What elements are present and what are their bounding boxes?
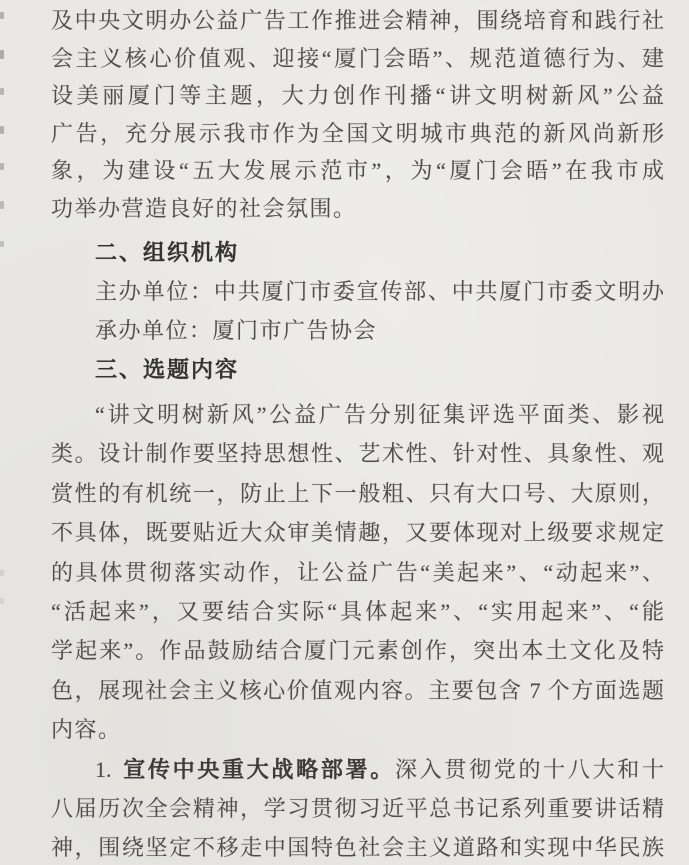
scan-artifact bbox=[0, 126, 4, 134]
text-line: 设美丽厦门等主题，大力创作刊播“讲文明树新风”公益 bbox=[51, 83, 664, 108]
text-line: 会主义核心价值观、迎接“厦门会晤”、规范道德行为、建 bbox=[51, 45, 664, 71]
scan-artifact bbox=[0, 88, 4, 95]
text-line: 不具体，既要贴近大众审美情趣，又要体现对上级要求规定 bbox=[51, 520, 664, 546]
section-heading-organization: 二、组织机构 bbox=[95, 240, 240, 265]
item1-text: 深入贯彻党的十八大和十 bbox=[394, 756, 664, 782]
text-line: 色，展现社会主义核心价值观内容。主要包含 7 个方面选题 bbox=[51, 677, 664, 703]
text-line: 赏性的有机统一，防止上下一般粗、只有大口号、大原则， bbox=[51, 480, 664, 506]
text-line: 的具体贯彻落实动作，让公益广告“美起来”、“动起来”、 bbox=[51, 559, 664, 585]
host-unit-line: 主办单位：中共厦门市委宣传部、中共厦门市委文明办 bbox=[95, 279, 664, 304]
scan-artifact bbox=[0, 163, 4, 170]
text-line: 内容。 bbox=[51, 717, 122, 743]
section-topics bbox=[51, 350, 664, 865]
text-line: 学起来”。作品鼓励结合厦门元素创作，突出本土文化及特 bbox=[51, 638, 664, 664]
text-line bbox=[51, 750, 664, 789]
text-line: “活起来”，又要结合实际“具体起来”、“实用起来”、“能 bbox=[51, 599, 664, 625]
topic-item-1 bbox=[51, 750, 664, 865]
text-line: 类。设计制作要坚持思想性、艺术性、针对性、具象性、观 bbox=[51, 441, 664, 467]
section-organization bbox=[51, 233, 664, 350]
scan-artifact bbox=[0, 570, 4, 576]
item1-number: 1. bbox=[95, 756, 112, 782]
topics-paragraph bbox=[51, 395, 664, 750]
scan-artifact bbox=[0, 12, 4, 19]
text-line: 神，围绕坚定不移走中国特色社会主义道路和实现中华民族 bbox=[51, 835, 664, 861]
section-heading-topics: 三、选题内容 bbox=[95, 357, 240, 382]
text-line: 八届历次全会精神，学习贯彻习近平总书记系列重要讲话精 bbox=[51, 795, 664, 821]
scan-artifact bbox=[0, 50, 4, 59]
organizer-unit-line: 承办单位：厦门市广告协会 bbox=[95, 318, 378, 343]
scan-artifact bbox=[0, 241, 4, 247]
text-line: 及中央文明办公益广告工作推进会精神，围绕培育和践行社 bbox=[51, 8, 664, 33]
text-line: 功举办营造良好的社会氛围。 bbox=[51, 195, 357, 221]
text-line: “讲文明树新风”公益广告分别征集评选平面类、影视 bbox=[95, 402, 664, 427]
scan-artifact bbox=[0, 598, 4, 604]
text-line: 象，为建设“五大发展示范市”，为“厦门会晤”在我市成 bbox=[51, 158, 664, 183]
scan-artifact bbox=[0, 201, 4, 209]
text-line: 广告，充分展示我市作为全国文明城市典范的新风尚新形 bbox=[51, 120, 664, 146]
item1-bold-title: 宣传中央重大战略部署。 bbox=[120, 756, 395, 782]
intro-paragraph bbox=[51, 2, 664, 227]
